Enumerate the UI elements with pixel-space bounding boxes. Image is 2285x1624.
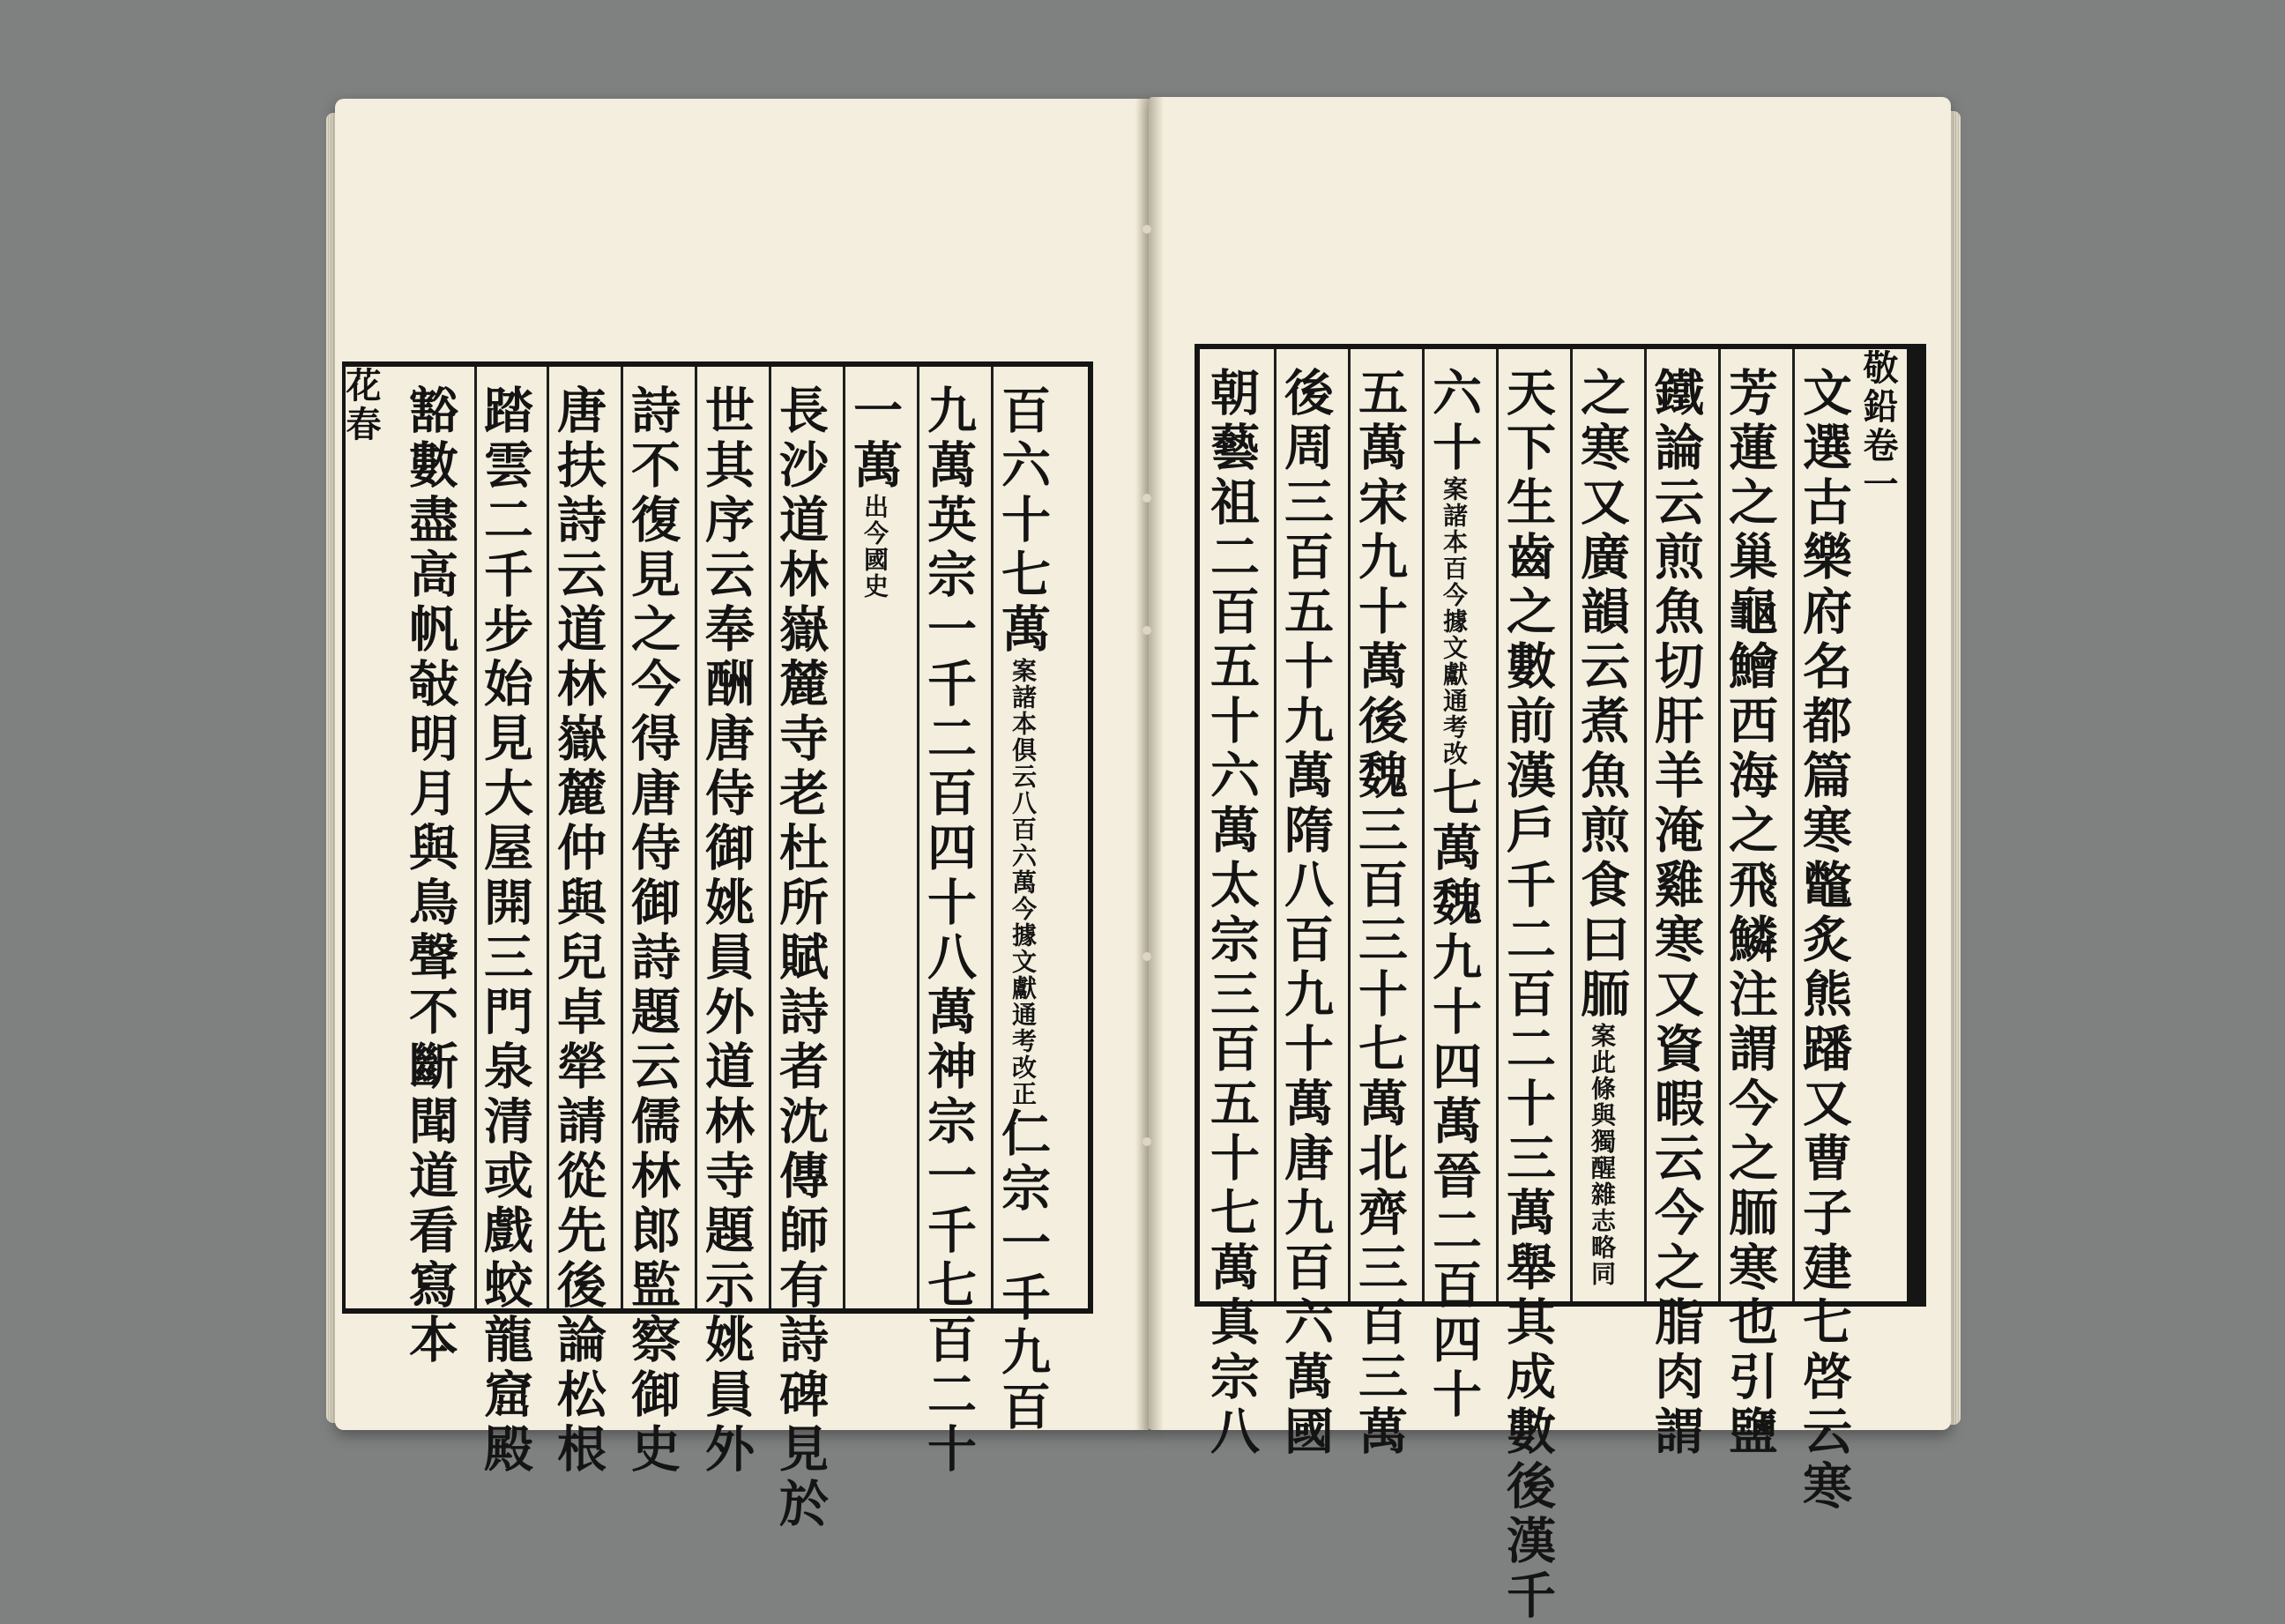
text-column [623, 384, 681, 1478]
column-main-text: 唐扶詩云道林嶽麓仲與兒卓犖請從先後論松根 [549, 384, 607, 1478]
column-main-text: 踏雲二千步始見大屋開三門泉清或戲蛟龍窟殿 [476, 384, 534, 1478]
right-text-block [1195, 344, 1926, 1624]
column-main-text: 百六十七萬 [994, 384, 1052, 658]
text-column [1202, 367, 1261, 1460]
text-column [845, 384, 904, 1296]
column-main-text: 後周三百五十九萬隋八百九十萬唐九百六萬國 [1276, 367, 1335, 1460]
left-text-block [340, 361, 1093, 1532]
text-column [771, 384, 830, 1532]
column-main-text: 世其序云奉酬唐侍御姚員外道林寺題示姚員外 [697, 384, 755, 1478]
column-tail-text: 仁宗一千九百 [994, 1107, 1052, 1435]
column-main-text: 長沙道林嶽麓寺老杜所賦詩者沈傳師有詩碑見於 [771, 384, 830, 1532]
binding-stitch [1142, 494, 1151, 503]
text-column [1647, 367, 1705, 1460]
column-annotation: 案此條與獨醒雜志略同 [1588, 1023, 1617, 1287]
column-main-text: 天下生齒之數前漢戶千二百二十三萬舉其成數後漢千 [1499, 367, 1557, 1624]
text-column [919, 384, 978, 1478]
text-column [994, 384, 1052, 1435]
column-main-text: 之寒又廣韻云煮魚煎食曰胹 [1573, 367, 1631, 1023]
left-fold-text: 花春 [340, 367, 382, 444]
right-page-fold-label [1857, 349, 1903, 1301]
text-column [1425, 367, 1483, 1423]
column-main-text: 豁數盡高帆敧明月與鳥聲不斷聞道看寫本 [401, 384, 459, 1368]
column-main-text: 朝藝祖二百五十六萬太宗三百五十七萬真宗八 [1202, 367, 1261, 1460]
column-main-text: 芳蓮之巢龜鱠西海之飛鱗注謂今之胹寒也引鹽 [1721, 367, 1779, 1460]
column-main-text: 文選古樂府名都篇寒鼈炙熊蹯又曹子建七啓云寒 [1795, 367, 1853, 1515]
text-column [549, 384, 607, 1478]
column-main-text: 九萬英宗一千二百四十八萬神宗一千七百二十 [919, 384, 978, 1478]
column-main-text: 鐵論云煎魚切肝羊淹雞寒又資暇云今之脂肉謂 [1647, 367, 1705, 1460]
text-column [697, 384, 755, 1478]
text-column [401, 384, 459, 1368]
left-page-fold-label [340, 367, 386, 1308]
binding-stitch [1142, 1137, 1151, 1146]
column-main-text: 五萬宋九十萬後魏三百三十七萬北齊三百三萬 [1351, 367, 1409, 1460]
binding-stitch [1142, 626, 1151, 635]
text-column [1499, 367, 1557, 1624]
text-column [1795, 367, 1853, 1515]
binding-stitch [1142, 952, 1151, 961]
binding-stitch [1142, 225, 1151, 234]
right-fold-text: 敬鉛卷一 [1857, 349, 1899, 504]
column-main-text: 詩不復見之今得唐侍御詩題云儒林郎監察御史 [623, 384, 681, 1478]
column-annotation: 案諸本百今據文獻通考改 [1440, 476, 1469, 767]
column-rule [843, 367, 845, 1308]
text-column [1721, 367, 1779, 1460]
column-annotation: 案諸本俱云八百六萬今據文獻通考改正 [1009, 658, 1038, 1107]
text-column [1276, 367, 1335, 1460]
text-column [476, 384, 534, 1478]
text-column [1573, 367, 1631, 1289]
column-tail-text: 七萬魏九十四萬晉二百四十 [1425, 767, 1483, 1423]
book-gutter [1135, 97, 1164, 1430]
column-main-text: 六十 [1425, 367, 1483, 476]
text-column [1351, 367, 1409, 1460]
column-annotation: 出今國史 [860, 494, 889, 600]
column-main-text: 一萬 [845, 384, 904, 494]
